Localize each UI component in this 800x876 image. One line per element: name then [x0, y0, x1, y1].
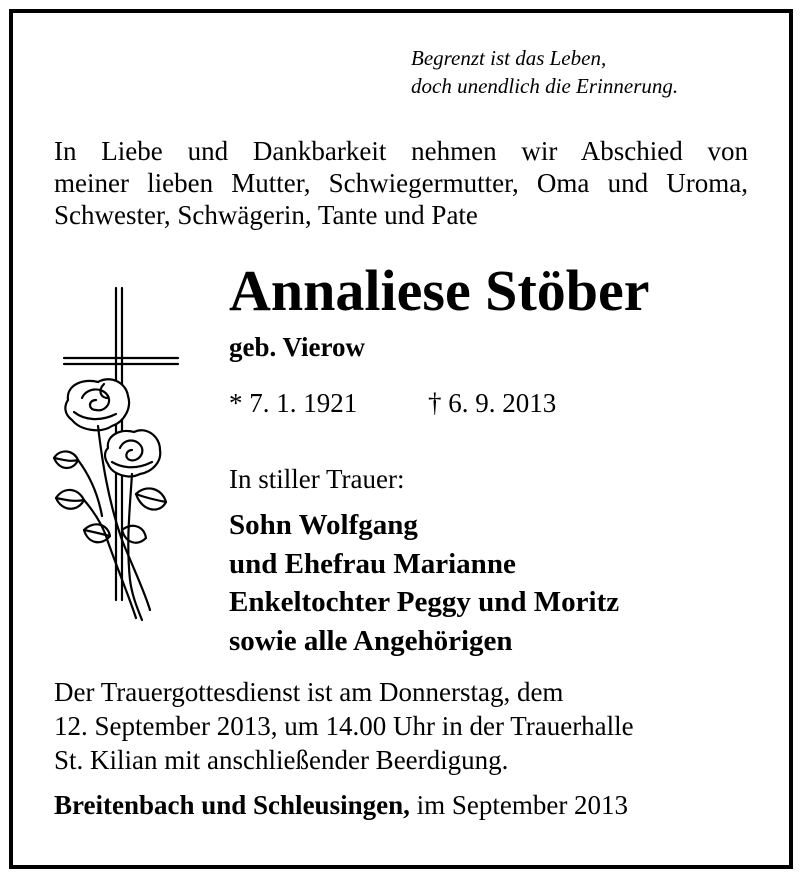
deceased-name: Annaliese Stöber	[229, 258, 650, 323]
mourner-line: sowie alle Angehörigen	[229, 624, 513, 657]
closing-line	[54, 790, 628, 821]
motto	[411, 44, 678, 100]
mourner-line: und Ehefrau Marianne	[229, 547, 516, 580]
mourning-heading: In stiller Trauer:	[229, 464, 405, 494]
closing-places: Breitenbach und Schleusingen,	[54, 790, 410, 820]
intro-text	[54, 135, 748, 231]
service-line: St. Kilian mit anschließender Beerdigung.	[54, 745, 509, 775]
cross-with-roses-icon	[38, 280, 188, 630]
motto-line: Begrenzt ist das Leben,	[411, 46, 607, 70]
intro-line: In Liebe und Dankbarkeit nehmen wir Abschied von	[54, 136, 748, 166]
birth-name: geb. Vierow	[229, 332, 365, 362]
intro-line: Schwester, Schwägerin, Tante und Pate	[54, 200, 478, 230]
service-line: Der Trauergottesdienst ist am Donnerstag, dem	[54, 677, 564, 707]
mourners-list	[229, 506, 619, 660]
birth-date: * 7. 1. 1921	[229, 388, 358, 418]
mourner-line: Enkeltochter Peggy und Moritz	[229, 586, 620, 618]
closing-date: im September 2013	[409, 790, 629, 820]
intro-line: meiner lieben Mutter, Schwiegermutter, Oma und Uroma,	[54, 168, 748, 198]
death-date: † 6. 9. 2013	[428, 388, 557, 418]
mourner-line: Sohn Wolfgang	[229, 509, 418, 541]
service-info	[54, 675, 634, 777]
service-line: 12. September 2013, um 14.00 Uhr in der Trauerhalle	[54, 711, 634, 741]
motto-line: doch unendlich die Erinnerung.	[411, 74, 679, 98]
